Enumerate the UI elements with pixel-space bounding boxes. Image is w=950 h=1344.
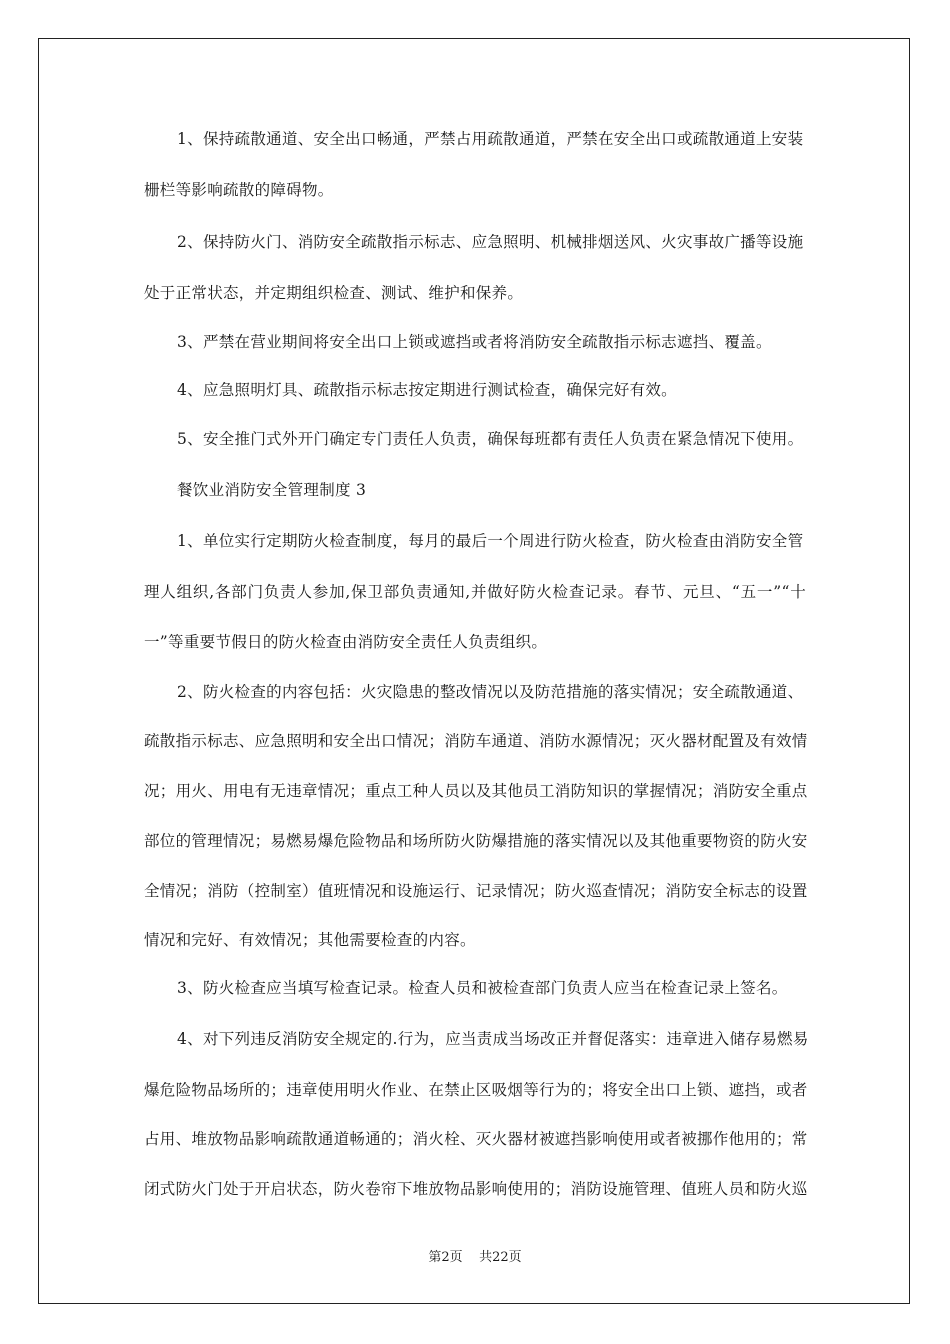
paragraph-line: 1、保持疏散通道、安全出口畅通，严禁占用疏散通道，严禁在安全出口或疏散通道上安装 — [177, 130, 804, 148]
paragraph-line: 2、防火检查的内容包括：火灾隐患的整改情况以及防范措施的落实情况；安全疏散通道、 — [177, 683, 804, 701]
paragraph-line: 3、防火检查应当填写检查记录。检查人员和被检查部门负责人应当在检查记录上签名。 — [177, 979, 788, 997]
paragraph-line: 1、单位实行定期防火检查制度，每月的最后一个周进行防火检查，防火检查由消防安全管 — [177, 532, 804, 550]
page-number: 第2页 共22页 — [428, 1250, 522, 1265]
paragraph-line: 处于正常状态，并定期组织检查、测试、维护和保养。 — [144, 284, 524, 302]
page-border — [38, 38, 910, 1304]
paragraph-line: 情况和完好、有效情况；其他需要检查的内容。 — [144, 931, 476, 949]
paragraph-line: 占用、堆放物品影响疏散通道畅通的；消火栓、灭火器材被遮挡影响使用或者被挪作他用的；常 — [144, 1130, 808, 1148]
paragraph-line: 一”等重要节假日的防火检查由消防安全责任人负责组织。 — [144, 633, 548, 651]
paragraph-line: 爆危险物品场所的；违章使用明火作业、在禁止区吸烟等行为的；将安全出口上锁、遮挡，或者 — [144, 1081, 808, 1099]
paragraph-line: 3、严禁在营业期间将安全出口上锁或遮挡或者将消防安全疏散指示标志遮挡、覆盖。 — [177, 333, 772, 351]
paragraph-line: 4、对下列违反消防安全规定的.行为，应当责成当场改正并督促落实：违章进入储存易燃易 — [177, 1030, 809, 1048]
paragraph-line: 闭式防火门处于开启状态，防火卷帘下堆放物品影响使用的；消防设施管理、值班人员和防火巡 — [144, 1180, 808, 1198]
paragraph-line: 全情况；消防（控制室）值班情况和设施运行、记录情况；防火巡查情况；消防安全标志的设置 — [144, 882, 808, 900]
paragraph-line: 5、安全推门式外开门确定专门责任人负责，确保每班都有责任人负责在紧急情况下使用。 — [177, 430, 804, 448]
paragraph-line: 栅栏等影响疏散的障碍物。 — [144, 181, 334, 199]
paragraph-line: 况；用火、用电有无违章情况；重点工种人员以及其他员工消防知识的掌握情况；消防安全重点 — [144, 782, 808, 800]
paragraph-line: 2、保持防火门、消防安全疏散指示标志、应急照明、机械排烟送风、火灾事故广播等设施 — [177, 233, 804, 251]
paragraph-line: 4、应急照明灯具、疏散指示标志按定期进行测试检查，确保完好有效。 — [177, 381, 677, 399]
paragraph-line: 部位的管理情况；易燃易爆危险物品和场所防火防爆措施的落实情况以及其他重要物资的防火安 — [144, 832, 808, 850]
section-heading: 餐饮业消防安全管理制度 3 — [177, 481, 367, 499]
paragraph-line: 理人组织,各部门负责人参加,保卫部负责通知,并做好防火检查记录。春节、元旦、“五一”“十 — [144, 583, 806, 601]
paragraph-line: 疏散指示标志、应急照明和安全出口情况；消防车通道、消防水源情况；灭火器材配置及有效情 — [144, 732, 808, 750]
